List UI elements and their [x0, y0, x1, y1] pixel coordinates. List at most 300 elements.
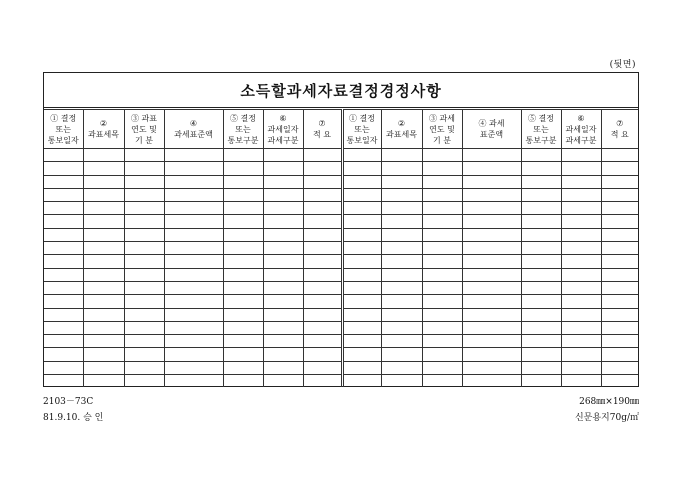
table-cell — [381, 242, 422, 255]
table-cell — [164, 375, 223, 388]
table-cell — [422, 295, 462, 308]
table-cell — [124, 255, 164, 268]
table-cell — [521, 228, 561, 241]
table-row — [44, 361, 638, 374]
table-cell — [124, 149, 164, 162]
table-cell — [303, 215, 342, 228]
table-cell — [303, 348, 342, 361]
table-cell — [381, 281, 422, 294]
table-cell — [601, 268, 638, 281]
table-cell — [223, 348, 263, 361]
column-header — [561, 110, 601, 149]
table-cell — [164, 255, 223, 268]
table-cell — [223, 281, 263, 294]
table-cell — [223, 188, 263, 201]
table-cell — [601, 361, 638, 374]
table-cell — [263, 188, 303, 201]
table-cell — [342, 295, 381, 308]
table-cell — [422, 202, 462, 215]
column-header — [462, 110, 521, 149]
table-row — [44, 162, 638, 175]
table-cell — [44, 255, 83, 268]
table-row — [44, 335, 638, 348]
table-cell — [462, 162, 521, 175]
table-cell — [164, 228, 223, 241]
table-cell — [44, 348, 83, 361]
table-cell — [223, 321, 263, 334]
table-cell — [422, 175, 462, 188]
table-cell — [342, 268, 381, 281]
table-cell — [462, 175, 521, 188]
table-cell — [83, 308, 124, 321]
table-cell — [462, 188, 521, 201]
table-cell — [561, 295, 601, 308]
table-cell — [601, 149, 638, 162]
table-row — [44, 175, 638, 188]
table-cell — [223, 268, 263, 281]
table-cell — [601, 295, 638, 308]
column-header-line: 또는 — [55, 124, 71, 134]
table-cell — [561, 215, 601, 228]
table-cell — [83, 281, 124, 294]
column-header — [342, 110, 381, 149]
column-header-line: 표준액 — [479, 130, 504, 139]
table-cell — [601, 228, 638, 241]
table-cell — [521, 321, 561, 334]
table-cell — [521, 375, 561, 388]
column-header-line: 통보일자 — [346, 135, 378, 145]
table-row — [44, 308, 638, 321]
column-header-line: 적 요 — [313, 130, 331, 139]
column-header — [124, 110, 164, 149]
table-cell — [263, 149, 303, 162]
table-cell — [263, 162, 303, 175]
table-cell — [303, 281, 342, 294]
table-cell — [223, 295, 263, 308]
table-cell — [223, 228, 263, 241]
table-cell — [164, 149, 223, 162]
table-cell — [342, 215, 381, 228]
table-cell — [462, 268, 521, 281]
table-row — [44, 375, 638, 388]
table-cell — [521, 348, 561, 361]
column-header-line: 과세구분 — [267, 135, 299, 145]
table-cell — [44, 162, 83, 175]
column-header-line: 적 요 — [610, 130, 629, 139]
title-divider — [44, 107, 638, 108]
table-cell — [342, 149, 381, 162]
column-header-line: 통보일자 — [47, 135, 79, 145]
table-cell — [381, 162, 422, 175]
table-row — [44, 348, 638, 361]
table-cell — [521, 175, 561, 188]
column-header-line: ⑦ — [318, 119, 326, 128]
column-header-line: 또는 — [354, 124, 370, 134]
table-cell — [303, 295, 342, 308]
table-cell — [124, 281, 164, 294]
table-cell — [601, 175, 638, 188]
table-cell — [303, 242, 342, 255]
table-row — [44, 281, 638, 294]
table-cell — [381, 375, 422, 388]
table-cell — [561, 149, 601, 162]
table-cell — [422, 375, 462, 388]
table-row — [44, 321, 638, 334]
table-cell — [124, 175, 164, 188]
table-cell — [521, 255, 561, 268]
table-cell — [263, 361, 303, 374]
table-cell — [422, 149, 462, 162]
table-cell — [422, 335, 462, 348]
column-header-line: 기 분 — [433, 135, 451, 145]
form-number: 2103－73C — [43, 397, 94, 407]
table-cell — [124, 215, 164, 228]
table-cell — [44, 175, 83, 188]
table-cell — [521, 162, 561, 175]
column-header-line: 과세구분 — [565, 135, 597, 145]
table-cell — [422, 361, 462, 374]
table-cell — [164, 348, 223, 361]
table-cell — [303, 375, 342, 388]
table-cell — [124, 228, 164, 241]
table-cell — [83, 375, 124, 388]
table-row — [44, 255, 638, 268]
table-cell — [381, 348, 422, 361]
table-cell — [124, 348, 164, 361]
table-cell — [124, 308, 164, 321]
table-cell — [422, 228, 462, 241]
table-cell — [303, 202, 342, 215]
table-cell — [303, 162, 342, 175]
column-header — [601, 110, 638, 149]
table-cell — [521, 268, 561, 281]
table-row — [44, 268, 638, 281]
table-cell — [561, 268, 601, 281]
table-cell — [164, 175, 223, 188]
approval-date: 81.9.10. 승 인 — [43, 413, 104, 423]
table-cell — [462, 348, 521, 361]
table-cell — [164, 281, 223, 294]
table-cell — [263, 215, 303, 228]
table-cell — [462, 228, 521, 241]
table-cell — [601, 255, 638, 268]
column-header — [303, 110, 342, 149]
table-cell — [601, 321, 638, 334]
table-cell — [561, 321, 601, 334]
table-cell — [303, 228, 342, 241]
table-cell — [124, 335, 164, 348]
column-header-line: 또는 — [533, 124, 549, 134]
table-row — [44, 242, 638, 255]
column-header-line: 과세일자 — [267, 124, 299, 134]
table-cell — [83, 162, 124, 175]
table-cell — [342, 202, 381, 215]
column-header-line: ① 결정 — [349, 113, 375, 123]
column-header — [263, 110, 303, 149]
table-cell — [422, 348, 462, 361]
table-cell — [124, 361, 164, 374]
table-cell — [342, 361, 381, 374]
table-cell — [601, 215, 638, 228]
table-cell — [381, 335, 422, 348]
table-cell — [124, 242, 164, 255]
table-cell — [263, 308, 303, 321]
table-cell — [263, 295, 303, 308]
table-cell — [342, 281, 381, 294]
column-header-line: ⑤ 결정 — [528, 113, 554, 123]
table-cell — [124, 202, 164, 215]
table-cell — [601, 348, 638, 361]
table-cell — [381, 149, 422, 162]
column-header — [422, 110, 462, 149]
table-cell — [342, 375, 381, 388]
table-cell — [521, 149, 561, 162]
table-cell — [462, 321, 521, 334]
table-cell — [462, 375, 521, 388]
table-cell — [561, 348, 601, 361]
table-cell — [44, 321, 83, 334]
table-cell — [521, 281, 561, 294]
table-cell — [561, 281, 601, 294]
table-cell — [164, 361, 223, 374]
column-header — [83, 110, 124, 149]
column-header-line: 과세표준액 — [174, 130, 213, 139]
table-cell — [124, 268, 164, 281]
table-cell — [263, 242, 303, 255]
table-row — [44, 149, 638, 162]
table-cell — [44, 188, 83, 201]
table-cell — [164, 162, 223, 175]
table-cell — [521, 361, 561, 374]
table-cell — [422, 321, 462, 334]
table-cell — [44, 308, 83, 321]
table-cell — [303, 321, 342, 334]
table-cell — [342, 162, 381, 175]
column-header-line: ③ 과세 — [429, 113, 455, 123]
table-cell — [223, 255, 263, 268]
table-cell — [223, 149, 263, 162]
table-cell — [422, 281, 462, 294]
page-side-note: (뒷면) — [609, 60, 636, 70]
table-cell — [342, 228, 381, 241]
table-cell — [83, 228, 124, 241]
table-cell — [521, 215, 561, 228]
table-cell — [381, 215, 422, 228]
table-cell — [462, 255, 521, 268]
table-cell — [422, 255, 462, 268]
column-header-line: 과표세목 — [386, 130, 417, 139]
table-cell — [303, 149, 342, 162]
table-cell — [462, 281, 521, 294]
column-header-line: 통보구분 — [525, 135, 557, 145]
paper-spec: 신문용지70g/㎡ — [574, 413, 639, 423]
table-cell — [83, 242, 124, 255]
table-cell — [164, 295, 223, 308]
table-cell — [83, 335, 124, 348]
column-header-line: ⑤ 결정 — [230, 113, 256, 123]
column-header-line: 연도 및 — [131, 124, 157, 134]
column-header-line: ⑥ — [279, 113, 287, 123]
table-cell — [164, 321, 223, 334]
table-cell — [462, 149, 521, 162]
table-cell — [263, 202, 303, 215]
table-body — [44, 149, 638, 388]
table-cell — [601, 242, 638, 255]
table-cell — [223, 335, 263, 348]
table-cell — [303, 268, 342, 281]
table-cell — [223, 162, 263, 175]
table-row — [44, 295, 638, 308]
table-cell — [342, 335, 381, 348]
table-cell — [342, 321, 381, 334]
paper-size: 268㎜×190㎜ — [579, 397, 639, 407]
table-cell — [83, 268, 124, 281]
table-cell — [462, 242, 521, 255]
table-cell — [422, 215, 462, 228]
record-table — [44, 109, 638, 387]
table-cell — [342, 255, 381, 268]
table-cell — [44, 228, 83, 241]
table-cell — [223, 375, 263, 388]
table-cell — [44, 202, 83, 215]
table-cell — [561, 375, 601, 388]
table-cell — [44, 335, 83, 348]
table-cell — [561, 202, 601, 215]
table-cell — [521, 202, 561, 215]
column-header-line: ⑦ — [616, 119, 624, 128]
table-cell — [223, 202, 263, 215]
table-cell — [601, 375, 638, 388]
table-cell — [342, 175, 381, 188]
table-cell — [422, 268, 462, 281]
column-header-line: 과세일자 — [565, 124, 597, 134]
column-header-line: ④ — [189, 119, 198, 128]
table-cell — [303, 188, 342, 201]
table-cell — [381, 202, 422, 215]
column-header-line: ③ 과표 — [131, 113, 157, 123]
table-cell — [422, 308, 462, 321]
column-header-line: ① 결정 — [50, 113, 77, 123]
table-cell — [44, 361, 83, 374]
table-cell — [44, 281, 83, 294]
table-cell — [381, 308, 422, 321]
table-cell — [381, 228, 422, 241]
footer-right — [575, 394, 639, 426]
table-cell — [422, 188, 462, 201]
table-cell — [303, 361, 342, 374]
table-cell — [521, 242, 561, 255]
table-cell — [303, 308, 342, 321]
table-cell — [601, 188, 638, 201]
table-cell — [521, 295, 561, 308]
table-cell — [164, 335, 223, 348]
table-cell — [44, 295, 83, 308]
table-cell — [381, 321, 422, 334]
table-cell — [83, 202, 124, 215]
footer-left — [43, 394, 103, 426]
table-cell — [521, 188, 561, 201]
table-cell — [223, 242, 263, 255]
table-cell — [83, 295, 124, 308]
table-cell — [83, 188, 124, 201]
table-cell — [601, 202, 638, 215]
table-cell — [263, 335, 303, 348]
table-cell — [462, 202, 521, 215]
column-header — [521, 110, 561, 149]
column-header-line: 기 분 — [135, 135, 153, 145]
table-cell — [601, 308, 638, 321]
table-cell — [462, 215, 521, 228]
table-cell — [462, 361, 521, 374]
column-header-line: 또는 — [235, 124, 251, 134]
table-cell — [462, 295, 521, 308]
form-title: 소득할과세자료결정경정사항 — [240, 82, 442, 100]
table-cell — [561, 255, 601, 268]
table-row — [44, 228, 638, 241]
table-cell — [263, 228, 303, 241]
table-cell — [342, 308, 381, 321]
table-cell — [422, 242, 462, 255]
table-row — [44, 188, 638, 201]
table-cell — [561, 188, 601, 201]
table-cell — [381, 175, 422, 188]
table-cell — [83, 149, 124, 162]
table-cell — [561, 175, 601, 188]
table-cell — [124, 375, 164, 388]
table-cell — [561, 361, 601, 374]
table-cell — [303, 175, 342, 188]
table-cell — [223, 361, 263, 374]
table-cell — [263, 268, 303, 281]
table-cell — [124, 295, 164, 308]
table-cell — [83, 175, 124, 188]
table-cell — [303, 335, 342, 348]
table-cell — [83, 348, 124, 361]
table-cell — [44, 215, 83, 228]
table-cell — [164, 215, 223, 228]
table-cell — [601, 162, 638, 175]
table-cell — [44, 242, 83, 255]
table-cell — [124, 321, 164, 334]
table-cell — [561, 335, 601, 348]
table-cell — [342, 348, 381, 361]
table-cell — [462, 308, 521, 321]
table-cell — [263, 255, 303, 268]
table-cell — [381, 268, 422, 281]
table-cell — [561, 228, 601, 241]
table-cell — [124, 188, 164, 201]
table-cell — [223, 308, 263, 321]
table-cell — [381, 361, 422, 374]
column-header-line: ② — [99, 119, 108, 128]
table-cell — [303, 255, 342, 268]
table-cell — [44, 268, 83, 281]
table-row — [44, 215, 638, 228]
table-cell — [381, 188, 422, 201]
column-header-line: 통보구분 — [227, 135, 259, 145]
table-cell — [381, 255, 422, 268]
table-cell — [44, 375, 83, 388]
column-header-line: ④ 과세 — [478, 119, 505, 128]
table-cell — [462, 335, 521, 348]
table-cell — [83, 321, 124, 334]
column-header — [164, 110, 223, 149]
table-cell — [164, 202, 223, 215]
table-cell — [263, 175, 303, 188]
table-cell — [381, 295, 422, 308]
table-header-row — [44, 110, 638, 149]
table-row — [44, 202, 638, 215]
